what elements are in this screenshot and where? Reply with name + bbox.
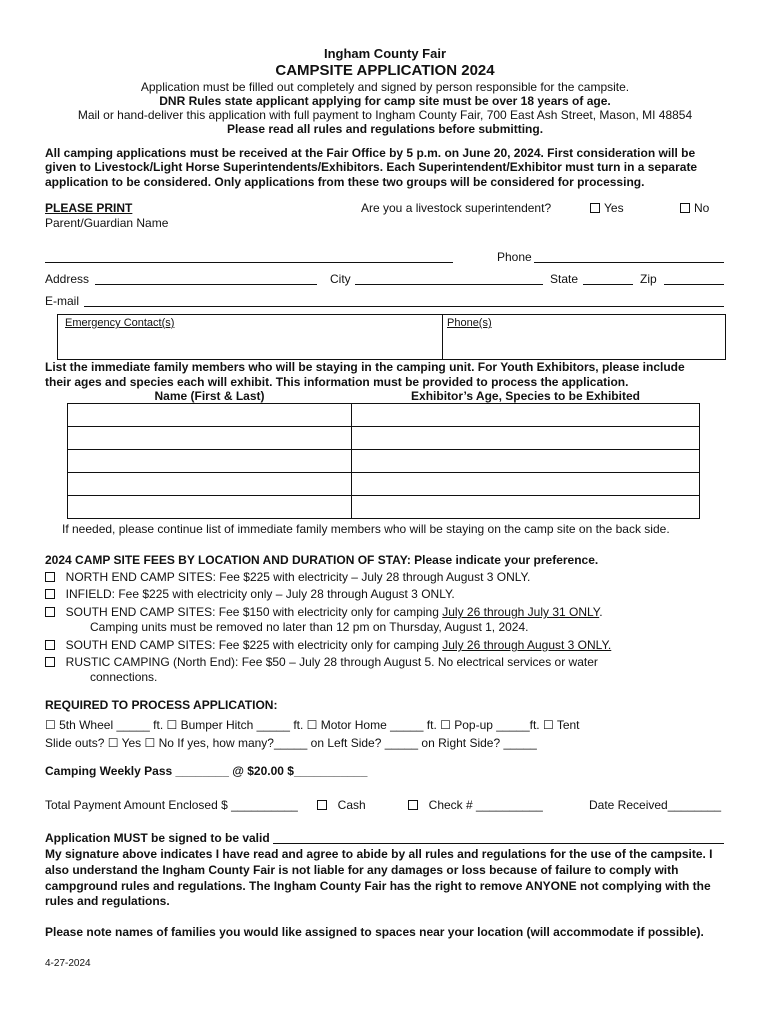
address-field[interactable] bbox=[95, 284, 317, 285]
zip-label: Zip bbox=[640, 272, 657, 286]
signature-label: Application MUST be signed to be valid bbox=[45, 831, 270, 845]
required-heading: REQUIRED TO PROCESS APPLICATION: bbox=[45, 698, 278, 712]
parent-name-label: Parent/Guardian Name bbox=[45, 216, 169, 230]
email-field[interactable] bbox=[84, 306, 724, 307]
table-row bbox=[68, 450, 700, 473]
neighbor-names-note: Please note names of families you would like assigned to spaces near your location (will accommodate if possible). bbox=[45, 925, 704, 939]
family-age-cell[interactable] bbox=[352, 427, 700, 450]
form-title: CAMPSITE APPLICATION 2024 bbox=[275, 62, 495, 79]
emergency-box-divider bbox=[442, 315, 443, 359]
zip-field[interactable] bbox=[664, 284, 724, 285]
infield-checkbox[interactable] bbox=[45, 589, 55, 599]
weekly-pass-row[interactable]: Camping Weekly Pass ________ @ $20.00 $___________ bbox=[45, 764, 368, 778]
state-field[interactable] bbox=[583, 284, 633, 285]
superintendent-question: Are you a livestock superintendent? bbox=[361, 201, 552, 215]
family-name-cell[interactable] bbox=[68, 450, 352, 473]
city-label: City bbox=[330, 272, 351, 286]
signature-text-3: campground rules and regulations. The Ingham County Fair has the right to remove ANYONE not complying with the bbox=[45, 879, 711, 893]
north-checkbox[interactable] bbox=[45, 572, 55, 582]
family-age-cell[interactable] bbox=[352, 404, 700, 427]
family-table bbox=[67, 389, 700, 519]
fee-south2-dates: July 26 through August 3 ONLY. bbox=[442, 638, 612, 652]
fee-rustic-label: RUSTIC CAMPING (North End): Fee $50 – July 28 through August 5. No electrical services or water bbox=[65, 655, 598, 669]
signature-text-2: also understand the Ingham County Fair is not liable for any damages or loss because of failure to comply with bbox=[45, 863, 679, 877]
slide-outs-row[interactable]: Slide outs? ☐ Yes ☐ No If yes, how many?_____ on Left Side? _____ on Right Side? _____ bbox=[45, 736, 537, 750]
table-row bbox=[68, 404, 700, 427]
rustic-checkbox[interactable] bbox=[45, 657, 55, 667]
fee-south1-note: Camping units must be removed no later than 12 pm on Thursday, August 1, 2024. bbox=[90, 620, 529, 634]
family-name-cell[interactable] bbox=[68, 473, 352, 496]
emergency-contact-label: Emergency Contact(s) bbox=[65, 317, 175, 329]
fee-south-1[interactable]: SOUTH END CAMP SITES: Fee $150 with electricity only for camping July 26 through July 31 ONLY. bbox=[45, 605, 603, 619]
family-age-cell[interactable] bbox=[352, 450, 700, 473]
superintendent-no[interactable] bbox=[680, 201, 709, 215]
yes-checkbox[interactable] bbox=[590, 203, 600, 213]
address-label: Address bbox=[45, 272, 90, 286]
signature-field[interactable] bbox=[273, 843, 724, 844]
fee-north[interactable] bbox=[45, 570, 530, 584]
fee-rustic-note: connections. bbox=[90, 670, 158, 684]
table-row bbox=[68, 427, 700, 450]
family-table-header bbox=[68, 389, 700, 404]
fee-south2-label: SOUTH END CAMP SITES: Fee $225 with electricity only for camping bbox=[65, 638, 443, 652]
date-received-field[interactable]: Date Received________ bbox=[589, 798, 722, 812]
family-name-cell[interactable] bbox=[68, 496, 352, 519]
family-age-cell[interactable] bbox=[352, 473, 700, 496]
check-checkbox[interactable] bbox=[408, 800, 418, 810]
fee-south1-dates: July 26 through July 31 ONLY bbox=[442, 605, 600, 619]
check-label: Check # __________ bbox=[428, 798, 543, 812]
total-payment-field[interactable]: Total Payment Amount Enclosed $ __________ bbox=[45, 798, 298, 812]
cash-option[interactable] bbox=[317, 798, 366, 812]
header-line-1: Application must be filled out completely and signed by person responsible for the campsite. bbox=[140, 80, 630, 94]
fee-rustic[interactable] bbox=[45, 655, 598, 669]
revision-date: 4-27-2024 bbox=[45, 958, 91, 969]
parent-name-field[interactable] bbox=[45, 262, 453, 263]
family-age-cell[interactable] bbox=[352, 496, 700, 519]
fee-south1-label: SOUTH END CAMP SITES: Fee $150 with electricity only for camping bbox=[65, 605, 443, 619]
south2-checkbox[interactable] bbox=[45, 640, 55, 650]
family-name-cell[interactable] bbox=[68, 404, 352, 427]
family-instructions-2: their ages and species each will exhibit. This information must be provided to process the application. bbox=[45, 375, 629, 389]
fees-heading: 2024 CAMP SITE FEES BY LOCATION AND DURATION OF STAY: Please indicate your preference. bbox=[45, 553, 599, 567]
family-instructions-1: List the immediate family members who will be staying in the camping unit. For Youth Exhibitors, please include bbox=[45, 360, 685, 374]
check-option[interactable] bbox=[408, 798, 543, 812]
intro-line-2: given to Livestock/Light Horse Superintendents/Exhibitors. Each Superintendent/Exhibitor must turn in a separate bbox=[45, 160, 698, 174]
superintendent-yes[interactable] bbox=[590, 201, 624, 215]
emergency-phone-label: Phone(s) bbox=[447, 317, 492, 329]
phone-field[interactable] bbox=[534, 262, 724, 263]
col-age-header: Exhibitor’s Age, Species to be Exhibited bbox=[411, 389, 640, 403]
fair-name: Ingham County Fair bbox=[323, 46, 447, 61]
signature-text-4: rules and regulations. bbox=[45, 894, 170, 908]
unit-type-row[interactable]: ☐ 5th Wheel _____ ft. ☐ Bumper Hitch _____ ft. ☐ Motor Home _____ ft. ☐ Pop-up _____ft. ☐ Tent bbox=[45, 718, 580, 732]
south1-checkbox[interactable] bbox=[45, 607, 55, 617]
header-line-3: Mail or hand-deliver this application with full payment to Ingham County Fair, 700 East Ash Street, Mason, MI 48854 bbox=[77, 108, 693, 122]
family-continue-note: If needed, please continue list of immediate family members who will be staying on the camp site on the back side. bbox=[62, 522, 670, 536]
state-label: State bbox=[550, 272, 579, 286]
no-checkbox[interactable] bbox=[680, 203, 690, 213]
table-row bbox=[68, 473, 700, 496]
city-field[interactable] bbox=[355, 284, 543, 285]
header-line-2: DNR Rules state applicant applying for camp site must be over 18 years of age. bbox=[159, 94, 611, 108]
col-name-header: Name (First & Last) bbox=[154, 389, 265, 403]
intro-line-3: application to be considered. Only applications from these two groups will be considered for processing. bbox=[45, 175, 645, 189]
no-label: No bbox=[694, 201, 710, 215]
table-row bbox=[68, 496, 700, 519]
please-print-label: PLEASE PRINT bbox=[45, 201, 133, 215]
fee-south-2[interactable] bbox=[45, 638, 611, 652]
signature-text-1: My signature above indicates I have read and agree to abide by all rules and regulations for the use of the campsite. I bbox=[45, 847, 713, 861]
emergency-contact-box[interactable] bbox=[57, 314, 726, 360]
header-line-4: Please read all rules and regulations before submitting. bbox=[226, 122, 544, 136]
fee-infield-label: INFIELD: Fee $225 with electricity only – July 28 through August 3 ONLY. bbox=[65, 587, 455, 601]
cash-checkbox[interactable] bbox=[317, 800, 327, 810]
unit-type-options: 5th Wheel _____ ft. ☐ Bumper Hitch _____ ft. ☐ Motor Home _____ ft. ☐ Pop-up _____ft. ☐ Tent bbox=[59, 718, 580, 732]
email-label: E-mail bbox=[45, 294, 80, 308]
intro-line-1: All camping applications must be received at the Fair Office by 5 p.m. on June 20, 2024. First consideration will be bbox=[45, 146, 696, 160]
family-name-cell[interactable] bbox=[68, 427, 352, 450]
fee-north-label: NORTH END CAMP SITES: Fee $225 with electricity – July 28 through August 3 ONLY. bbox=[65, 570, 531, 584]
yes-label: Yes bbox=[604, 201, 624, 215]
cash-label: Cash bbox=[337, 798, 366, 812]
fee-infield[interactable] bbox=[45, 587, 455, 601]
phone-label: Phone bbox=[497, 250, 532, 264]
